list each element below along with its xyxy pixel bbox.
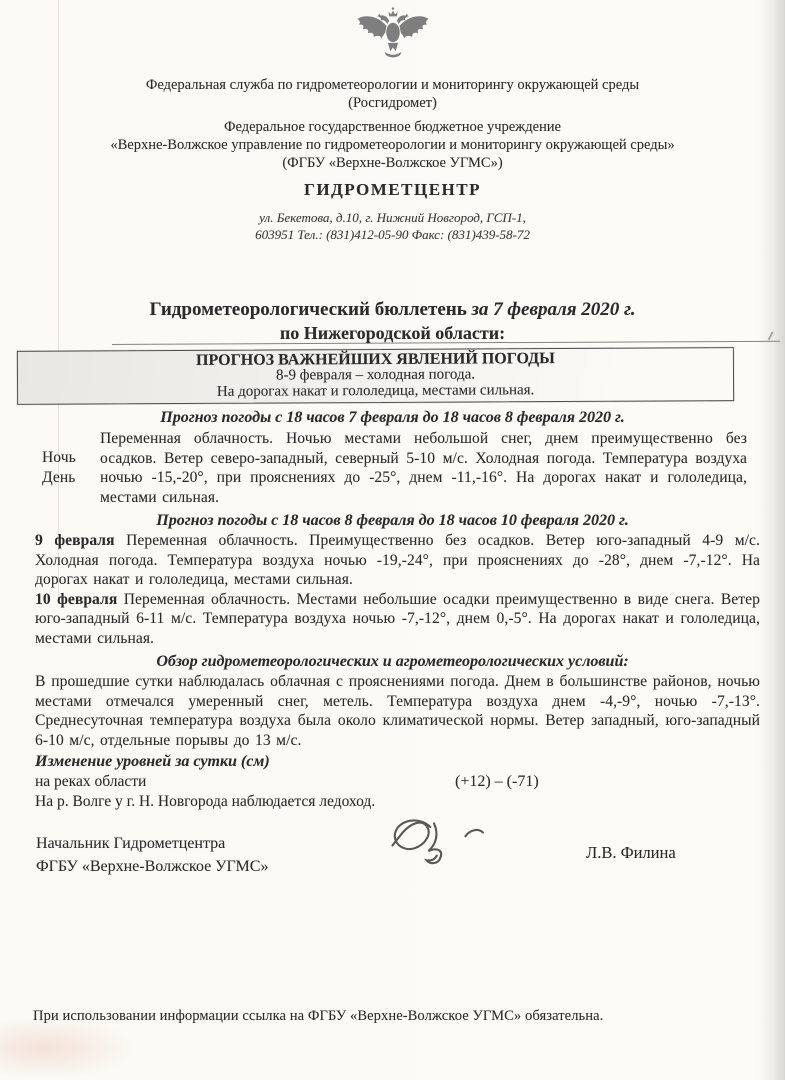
day-label: День <box>42 469 76 486</box>
review-paragraph: В прошедшие сутки наблюдалась облачная с прояснениями погода. Днем в большинстве районов, ночью местами отмечался умеренный снег, метель. Температура воздуха днем -4,-9°, ночью -7,-13°. Среднесуточная температура воздуха была около климатической нормы. Ветер западный, юго-западный 6-10 м/с, отдельные порывы до 13 м/с. <box>35 673 760 749</box>
review-heading: Обзор гидрометеорологических и агрометеорологических условий: <box>156 653 629 670</box>
phone-fax-line: 603951 Тел.: (831)412-05-90 Факс: (831)439-58-72 <box>255 227 530 242</box>
feb10-date-label: 10 февраля <box>35 590 118 608</box>
department-name: ГИДРОМЕТЦЕНТР <box>304 180 481 199</box>
signatory-position-line-1: Начальник Гидрометцентра <box>36 835 226 852</box>
levels-row <box>35 772 785 792</box>
bulletin-title-main: Гидрометеорологический бюллетень <box>149 299 467 320</box>
forecast-feb9-paragraph <box>35 531 760 590</box>
levels-note: На р. Волге у г. Н. Новгорода наблюдается ледоход. <box>35 792 376 810</box>
levels-range-value: (+12) – (-71) <box>455 773 539 790</box>
important-weather-line-2: На дорогах накат и гололедица, местами сильная. <box>216 381 535 400</box>
levels-rivers-label: на реках области <box>35 773 147 790</box>
bulletin-title <box>0 297 785 322</box>
handwritten-signature-icon <box>386 812 506 890</box>
bulletin-region: по Нижегородской области: <box>279 323 506 343</box>
feb9-text: Переменная облачность. Преимущественно без осадков. Ветер юго-западный 4-9 м/с. Холодная погода. Температура воздуха ночью -19,-24°, при прояснениях до -28°, днем -7,-12°. На дорогах накат и гололедица, местами сильная. <box>35 532 760 588</box>
double-headed-eagle-icon <box>353 6 433 68</box>
federal-service-short: (Росгидромет) <box>348 95 437 111</box>
federal-service-name: Федеральная служба по гидрометеорологии и мониторингу окружающей среды <box>145 77 640 93</box>
signatory-name: Л.В. Филина <box>586 843 676 862</box>
signatory-position-line-2: ФГБУ «Верхне-Волжское УГМС» <box>36 858 269 875</box>
institution-short: (ФГБУ «Верхне-Волжское УГМС») <box>282 155 503 171</box>
important-weather-box <box>17 347 734 405</box>
important-weather-line-1: 8-9 февраля – холодная погода. <box>275 366 476 384</box>
forecast-1-text: Переменная облачность. Ночью местами небольшой снег, днем преимущественно без осадков. Ветер северо-западный, северный 5-10 м/с. Холодная погода. Температура воздуха ночью -15,-20°, при прояснениях до -25°, днем -11,-16°. На дорогах накат и гололедица, местами сильная. <box>100 430 747 506</box>
forecast-1-heading: Прогноз погоды с 18 часов 7 февраля до 18 часов 8 февраля 2020 г. <box>160 409 625 426</box>
forecast-2-heading: Прогноз погоды с 18 часов 8 февраля до 18 часов 10 февраля 2020 г. <box>156 512 629 529</box>
address-line: ул. Бекетова, д.10, г. Нижний Новгород, ГСП-1, <box>259 210 526 225</box>
important-weather-heading: ПРОГНОЗ ВАЖНЕЙШИХ ЯВЛЕНИЙ ПОГОДЫ <box>195 350 555 369</box>
forecast-1-paragraph <box>42 429 747 507</box>
night-label: Ночь <box>42 449 76 466</box>
footer-note: При использовании информации ссылка на ФГБУ «Верхне-Волжское УГМС» обязательна. <box>33 1008 604 1024</box>
levels-heading: Изменение уровней за сутки (см) <box>35 753 270 770</box>
bulletin-title-date: за 7 февраля 2020 г. <box>466 299 636 320</box>
feb9-date-label: 9 февраля <box>35 532 115 549</box>
institution-name: «Верхне-Волжское управление по гидрометеорологии и мониторингу окружающей среды» <box>110 137 675 153</box>
institution-type: Федеральное государственное бюджетное учреждение <box>224 119 561 135</box>
feb10-text: Переменная облачность. Местами небольшие осадки преимущественно в виде снега. Ветер юго-западный 6-11 м/с. Температура воздуха ночью -7,-12°, днем 0,-5°. На дорогах накат и гололедица, местами сильная. <box>35 590 760 647</box>
signatory-position <box>36 832 268 878</box>
forecast-feb10-paragraph <box>35 590 760 649</box>
